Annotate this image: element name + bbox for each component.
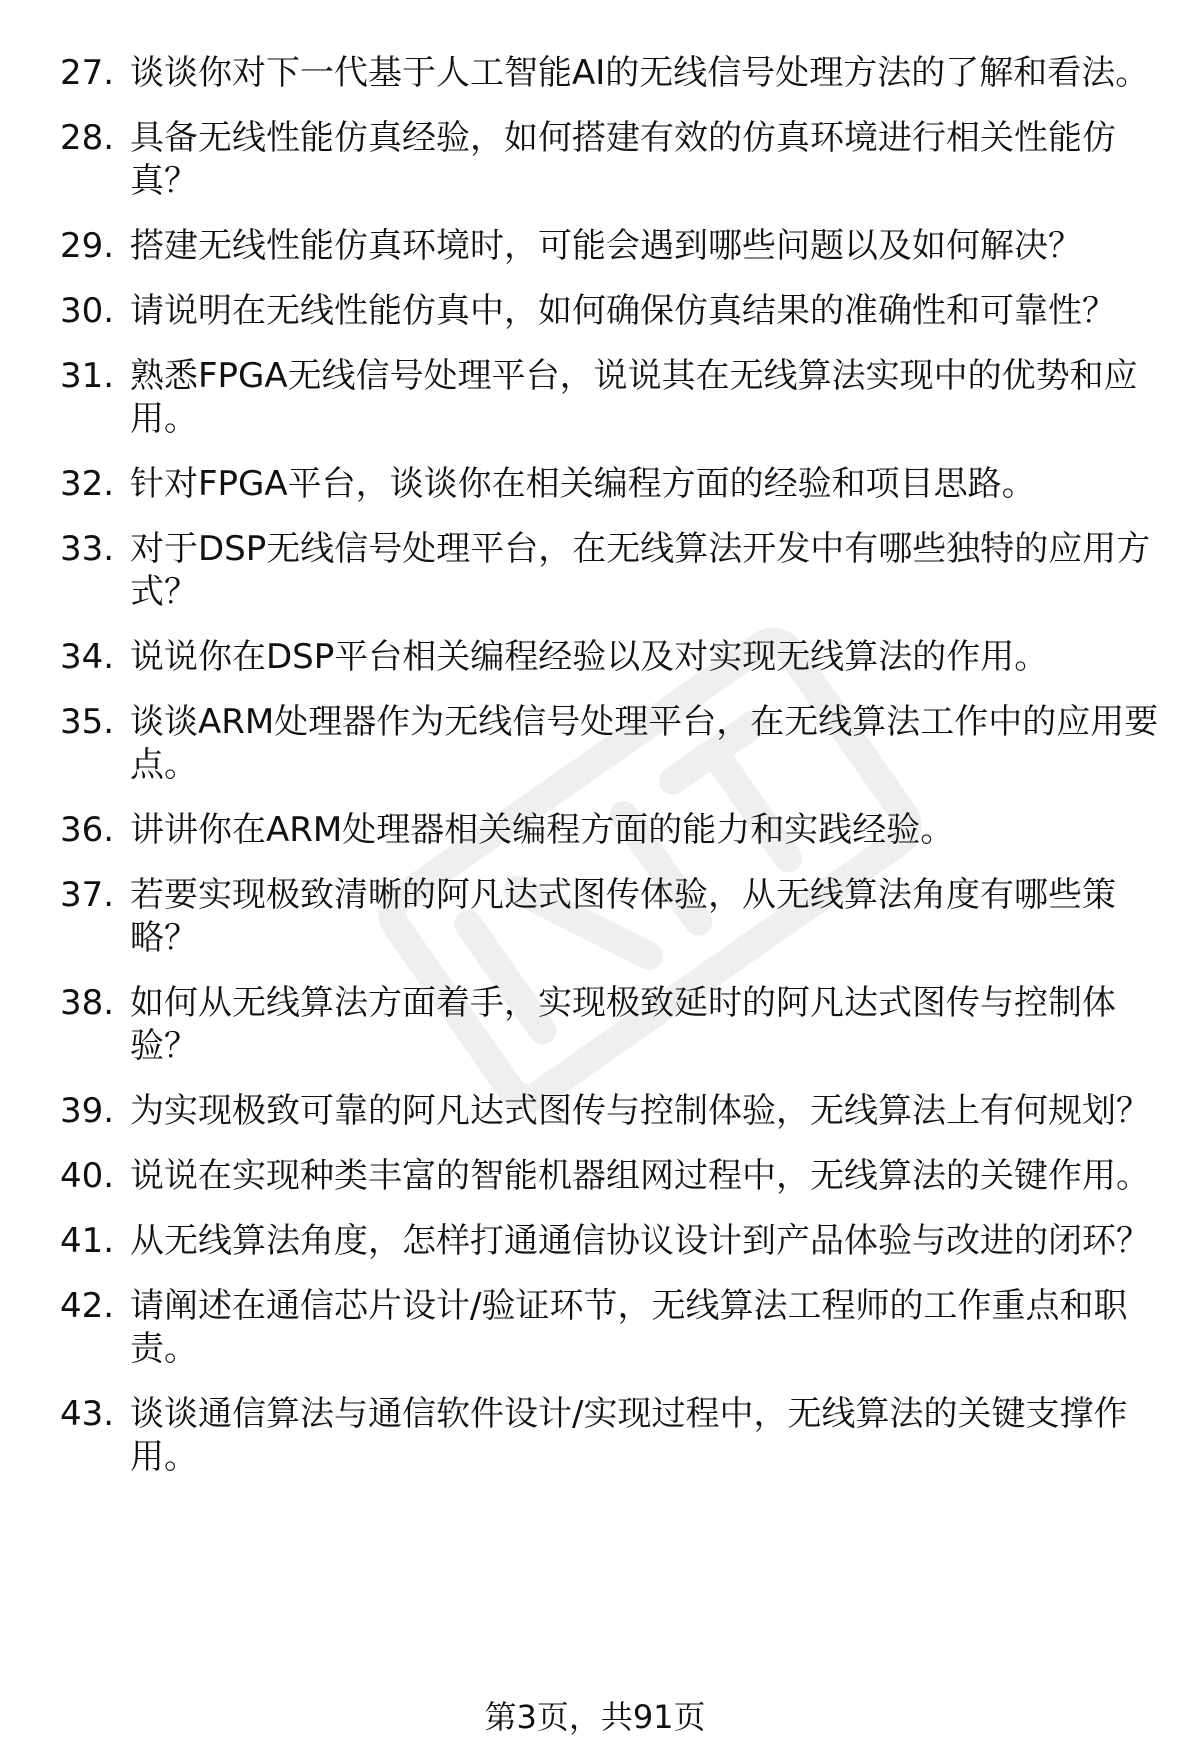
item-number: 34. bbox=[60, 637, 115, 677]
item-text: 针对FPGA平台，谈谈你在相关编程方面的经验和项目思路。 bbox=[130, 464, 1036, 504]
item-number: 30. bbox=[60, 291, 115, 331]
list-item bbox=[60, 355, 1160, 441]
item-number: 37. bbox=[60, 875, 115, 915]
item-number: 29. bbox=[60, 226, 115, 266]
item-text: 从无线算法角度，怎样打通通信协议设计到产品体验与改进的闭环？ bbox=[130, 1221, 1150, 1261]
item-text: 说说你在DSP平台相关编程经验以及对实现无线算法的作用。 bbox=[130, 637, 1049, 677]
item-text: 请阐述在通信芯片设计/验证环节，无线算法工程师的工作重点和职责。 bbox=[130, 1286, 1128, 1369]
item-text: 说说在实现种类丰富的智能机器组网过程中，无线算法的关键作用。 bbox=[130, 1156, 1150, 1196]
list-item bbox=[60, 528, 1160, 614]
item-text: 熟悉FPGA无线信号处理平台，说说其在无线算法实现中的优势和应用。 bbox=[130, 356, 1138, 439]
item-number: 41. bbox=[60, 1221, 115, 1261]
list-item bbox=[60, 1155, 1160, 1198]
list-item bbox=[60, 1393, 1160, 1479]
item-text: 搭建无线性能仿真环境时，可能会遇到哪些问题以及如何解决？ bbox=[130, 226, 1082, 266]
list-item bbox=[60, 1090, 1160, 1133]
item-text: 为实现极致可靠的阿凡达式图传与控制体验，无线算法上有何规划？ bbox=[130, 1091, 1150, 1131]
item-text: 若要实现极致清晰的阿凡达式图传体验，从无线算法角度有哪些策略？ bbox=[130, 875, 1116, 958]
item-text: 具备无线性能仿真经验，如何搭建有效的仿真环境进行相关性能仿真？ bbox=[130, 118, 1116, 201]
item-text: 如何从无线算法方面着手，实现极致延时的阿凡达式图传与控制体验？ bbox=[130, 983, 1116, 1066]
item-text: 谈谈通信算法与通信软件设计/实现过程中，无线算法的关键支撑作用。 bbox=[130, 1394, 1128, 1477]
list-item bbox=[60, 701, 1160, 787]
item-number: 36. bbox=[60, 810, 115, 850]
list-item bbox=[60, 636, 1160, 679]
item-text: 对于DSP无线信号处理平台，在无线算法开发中有哪些独特的应用方式？ bbox=[130, 529, 1151, 612]
item-number: 42. bbox=[60, 1286, 115, 1326]
list-item bbox=[60, 117, 1160, 203]
item-number: 38. bbox=[60, 983, 115, 1023]
list-item bbox=[60, 52, 1160, 95]
item-number: 33. bbox=[60, 529, 115, 569]
item-number: 28. bbox=[60, 118, 115, 158]
question-list bbox=[60, 52, 1160, 1501]
list-item bbox=[60, 982, 1160, 1068]
list-item bbox=[60, 1285, 1160, 1371]
item-number: 27. bbox=[60, 53, 115, 93]
item-number: 39. bbox=[60, 1091, 115, 1131]
list-item bbox=[60, 463, 1160, 506]
item-number: 35. bbox=[60, 702, 115, 742]
item-number: 32. bbox=[60, 464, 115, 504]
list-item bbox=[60, 290, 1160, 333]
item-text: 谈谈你对下一代基于人工智能AI的无线信号处理方法的了解和看法。 bbox=[130, 53, 1150, 93]
item-text: 请说明在无线性能仿真中，如何确保仿真结果的准确性和可靠性？ bbox=[130, 291, 1116, 331]
item-text: 谈谈ARM处理器作为无线信号处理平台，在无线算法工作中的应用要点。 bbox=[130, 702, 1159, 785]
list-item bbox=[60, 809, 1160, 852]
list-item bbox=[60, 874, 1160, 960]
list-item bbox=[60, 1220, 1160, 1263]
list-item bbox=[60, 225, 1160, 268]
item-number: 31. bbox=[60, 356, 115, 396]
item-text: 讲讲你在ARM处理器相关编程方面的能力和实践经验。 bbox=[130, 810, 955, 850]
page-number: 第3页，共91页 bbox=[484, 1698, 706, 1736]
item-number: 40. bbox=[60, 1156, 115, 1196]
item-number: 43. bbox=[60, 1394, 115, 1434]
